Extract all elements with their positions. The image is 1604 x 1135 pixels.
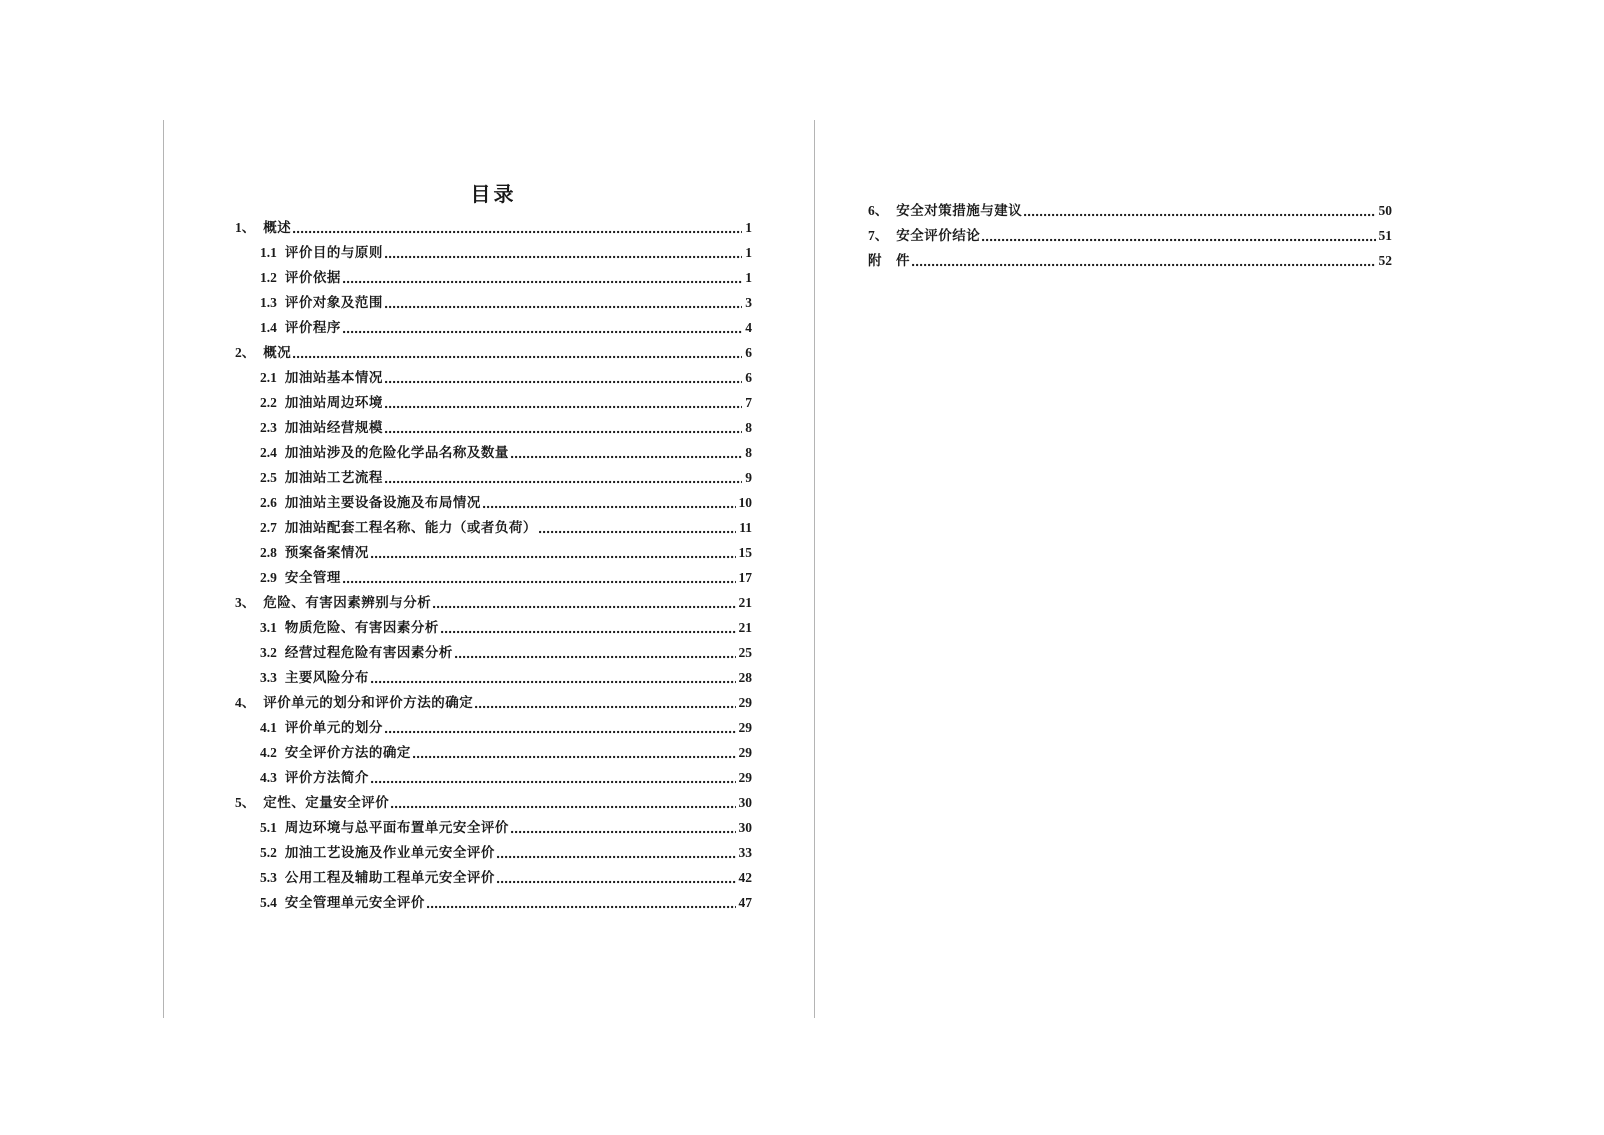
toc-entry-label: 预案备案情况 — [284, 545, 369, 560]
toc-entry[interactable] — [235, 815, 752, 840]
toc-entry-number: 1、 — [235, 220, 256, 235]
dot-leader — [371, 554, 736, 560]
toc-entry-label: 加油站周边环境 — [284, 395, 383, 410]
toc-entry-page-number: 15 — [738, 545, 752, 560]
toc-entry-page-number: 21 — [738, 595, 752, 610]
toc-entry-label: 周边环境与总平面布置单元安全评价 — [284, 820, 509, 835]
toc-entry[interactable] — [235, 315, 752, 340]
toc-entry-page-number: 8 — [745, 445, 752, 460]
toc-entry-page-number: 9 — [745, 470, 752, 485]
toc-entry-number: 1.4 — [260, 320, 277, 335]
toc-entry-number: 3.2 — [260, 645, 277, 660]
dot-leader — [413, 754, 736, 760]
toc-entry[interactable] — [235, 290, 752, 315]
toc-entry-label: 物质危险、有害因素分析 — [284, 620, 439, 635]
toc-right-page — [868, 198, 1392, 273]
toc-entry-number: 2.5 — [260, 470, 277, 485]
toc-entry-label: 经营过程危险有害因素分析 — [284, 645, 453, 660]
toc-entry-page-number: 29 — [738, 770, 752, 785]
toc-entry-page-number: 17 — [738, 570, 752, 585]
toc-entry-label: 定性、定量安全评价 — [263, 795, 390, 810]
dot-leader — [385, 379, 742, 385]
toc-entry-page-number: 51 — [1378, 228, 1392, 243]
toc-entry-page-number: 52 — [1378, 253, 1392, 268]
toc-entry-label: 加油站基本情况 — [284, 370, 383, 385]
dot-leader — [343, 329, 742, 335]
toc-entry[interactable] — [235, 340, 752, 365]
toc-entry-label: 加油站配套工程名称、能力（或者负荷） — [284, 520, 537, 535]
toc-entry-page-number: 30 — [738, 795, 752, 810]
toc-entry-number: 2.6 — [260, 495, 277, 510]
toc-entry-number: 5.4 — [260, 895, 277, 910]
page-divider-border — [814, 120, 815, 1018]
toc-entry-page-number: 7 — [745, 395, 752, 410]
toc-entry-page-number: 6 — [745, 370, 752, 385]
toc-entry[interactable] — [235, 690, 752, 715]
toc-entry[interactable] — [235, 615, 752, 640]
toc-entry[interactable] — [868, 248, 1392, 273]
toc-entry-page-number: 33 — [738, 845, 752, 860]
dot-leader — [343, 579, 736, 585]
dot-leader — [371, 779, 736, 785]
toc-entry-label: 公用工程及辅助工程单元安全评价 — [284, 870, 495, 885]
toc-entry-page-number: 28 — [738, 670, 752, 685]
dot-leader — [385, 254, 742, 260]
toc-entry[interactable] — [235, 440, 752, 465]
toc-entry-number: 7、 — [868, 228, 889, 243]
dot-leader — [385, 479, 742, 485]
dot-leader — [497, 854, 736, 860]
toc-entry-page-number: 11 — [739, 520, 752, 535]
toc-entry-page-number: 50 — [1378, 203, 1392, 218]
toc-entry-number: 4.1 — [260, 720, 277, 735]
toc-entry-label: 概况 — [263, 345, 292, 360]
toc-entry[interactable] — [235, 740, 752, 765]
dot-leader — [455, 654, 736, 660]
toc-entry-number: 1.2 — [260, 270, 277, 285]
toc-entry-number: 4.3 — [260, 770, 277, 785]
toc-entry[interactable] — [235, 365, 752, 390]
toc-entry-number: 5.3 — [260, 870, 277, 885]
toc-entry-label: 安全评价结论 — [896, 228, 981, 243]
toc-entry-label: 附 件 — [868, 253, 910, 268]
toc-entry-page-number: 6 — [745, 345, 752, 360]
toc-entry-label: 加油站涉及的危险化学品名称及数量 — [284, 445, 509, 460]
toc-entry-number: 4.2 — [260, 745, 277, 760]
dot-leader — [293, 354, 742, 360]
toc-entry-page-number: 42 — [738, 870, 752, 885]
toc-entry-label: 评价程序 — [284, 320, 341, 335]
toc-entry[interactable] — [235, 640, 752, 665]
dot-leader — [385, 304, 742, 310]
toc-entry-page-number: 10 — [738, 495, 752, 510]
toc-entry-label: 安全管理单元安全评价 — [284, 895, 425, 910]
toc-entry-page-number: 29 — [738, 720, 752, 735]
toc-entry-number: 3.3 — [260, 670, 277, 685]
toc-entry[interactable] — [235, 715, 752, 740]
dot-leader — [391, 804, 735, 810]
toc-entry-label: 加油工艺设施及作业单元安全评价 — [284, 845, 495, 860]
toc-entry-number: 5.1 — [260, 820, 277, 835]
dot-leader — [427, 904, 736, 910]
dot-leader — [539, 529, 736, 535]
toc-entry-number: 5.2 — [260, 845, 277, 860]
toc-entry-number: 2.2 — [260, 395, 277, 410]
left-page-border — [163, 120, 164, 1018]
toc-entry-label: 评价依据 — [284, 270, 341, 285]
toc-entry[interactable] — [235, 390, 752, 415]
toc-entry[interactable] — [235, 890, 752, 915]
toc-entry-number: 2.7 — [260, 520, 277, 535]
toc-entry-label: 评价单元的划分 — [284, 720, 383, 735]
toc-entry-page-number: 21 — [738, 620, 752, 635]
toc-entry-label: 主要风险分布 — [284, 670, 369, 685]
toc-entry-number: 6、 — [868, 203, 889, 218]
dot-leader — [293, 229, 742, 235]
toc-entry[interactable] — [235, 790, 752, 815]
toc-entry-label: 评价单元的划分和评价方法的确定 — [263, 695, 474, 710]
toc-entry-number: 1.1 — [260, 245, 277, 260]
toc-entry[interactable] — [235, 515, 752, 540]
toc-entry-number: 2.3 — [260, 420, 277, 435]
dot-leader — [385, 404, 742, 410]
toc-entry-label: 评价目的与原则 — [284, 245, 383, 260]
toc-entry[interactable] — [235, 215, 752, 240]
dot-leader — [511, 454, 742, 460]
toc-entry-page-number: 25 — [738, 645, 752, 660]
toc-entry-label: 概述 — [263, 220, 292, 235]
toc-entry-page-number: 29 — [738, 695, 752, 710]
toc-entry-number: 2、 — [235, 345, 256, 360]
dot-leader — [385, 429, 742, 435]
dot-leader — [371, 679, 736, 685]
toc-entry-label: 安全管理 — [284, 570, 341, 585]
dot-leader — [912, 262, 1376, 268]
toc-entry[interactable] — [235, 265, 752, 290]
toc-entry-number: 2.8 — [260, 545, 277, 560]
dot-leader — [475, 704, 735, 710]
toc-entry-page-number: 1 — [745, 270, 752, 285]
toc-entry[interactable] — [235, 415, 752, 440]
toc-entry[interactable] — [235, 765, 752, 790]
toc-left-page — [235, 215, 752, 915]
toc-entry[interactable] — [868, 223, 1392, 248]
toc-entry[interactable] — [235, 490, 752, 515]
dot-leader — [1024, 212, 1375, 218]
toc-entry[interactable] — [235, 865, 752, 890]
toc-entry-number: 4、 — [235, 695, 256, 710]
dot-leader — [385, 729, 736, 735]
toc-entry-label: 加油站经营规模 — [284, 420, 383, 435]
toc-entry-label: 加油站主要设备设施及布局情况 — [284, 495, 481, 510]
toc-entry-label: 评价方法简介 — [284, 770, 369, 785]
dot-leader — [433, 604, 735, 610]
dot-leader — [497, 879, 736, 885]
toc-entry-page-number: 4 — [745, 320, 752, 335]
toc-entry-label: 评价对象及范围 — [284, 295, 383, 310]
dot-leader — [511, 829, 736, 835]
toc-entry[interactable] — [868, 198, 1392, 223]
toc-entry[interactable] — [235, 540, 752, 565]
toc-entry[interactable] — [235, 840, 752, 865]
toc-entry-page-number: 8 — [745, 420, 752, 435]
toc-entry[interactable] — [235, 665, 752, 690]
toc-entry[interactable] — [235, 465, 752, 490]
toc-entry-number: 3、 — [235, 595, 256, 610]
toc-entry-label: 危险、有害因素辨别与分析 — [263, 595, 432, 610]
toc-entry-number: 2.1 — [260, 370, 277, 385]
toc-entry-page-number: 47 — [738, 895, 752, 910]
toc-entry-page-number: 1 — [745, 245, 752, 260]
toc-entry-number: 2.4 — [260, 445, 277, 460]
toc-entry-label: 安全评价方法的确定 — [284, 745, 411, 760]
toc-entry-number: 2.9 — [260, 570, 277, 585]
dot-leader — [343, 279, 742, 285]
toc-entry-page-number: 1 — [745, 220, 752, 235]
toc-entry-label: 加油站工艺流程 — [284, 470, 383, 485]
toc-entry-number: 5、 — [235, 795, 256, 810]
toc-entry-label: 安全对策措施与建议 — [896, 203, 1023, 218]
dot-leader — [982, 237, 1375, 243]
toc-entry-page-number: 3 — [745, 295, 752, 310]
dot-leader — [483, 504, 736, 510]
toc-title: 目录 — [470, 184, 517, 206]
toc-entry[interactable] — [235, 565, 752, 590]
toc-entry[interactable] — [235, 590, 752, 615]
toc-entry-page-number: 30 — [738, 820, 752, 835]
toc-entry[interactable] — [235, 240, 752, 265]
dot-leader — [441, 629, 736, 635]
toc-entry-number: 3.1 — [260, 620, 277, 635]
toc-entry-number: 1.3 — [260, 295, 277, 310]
toc-entry-page-number: 29 — [738, 745, 752, 760]
